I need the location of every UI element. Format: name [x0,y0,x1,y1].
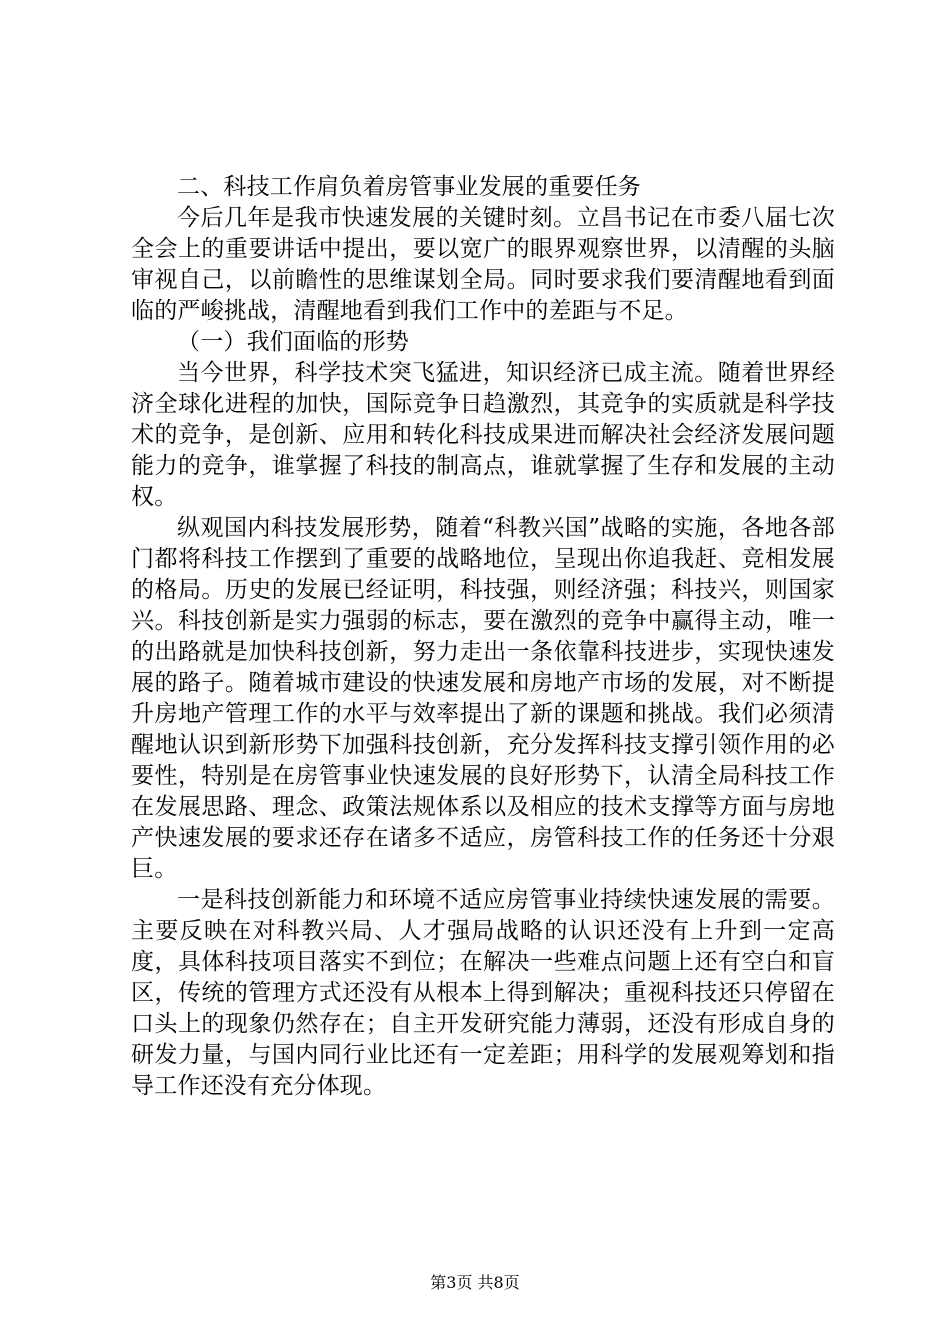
subsection-heading: （一）我们面临的形势 [177,329,409,355]
page-total: 共8页 [477,1273,520,1292]
paragraph-world-situation: 当今世界，科学技术突飞猛进，知识经济已成主流。随着世界经济全球化进程的加快，国际竞争日趋激烈，其竞争的实质就是科学技术的竞争，是创新、应用和转化科技成果进而解决社会经济发展问题能力的竞争，谁掌握了科技的制高点，谁就掌握了生存和发展的主动权。 [131,360,835,510]
paragraph-domestic-situation: 纵观国内科技发展形势，随着“科教兴国”战略的实施，各地各部门都将科技工作摆到了重要的战略地位，呈现出你追我赶、竞相发展的格局。历史的发展已经证明，科技强，则经济强；科技兴，则国家兴。科技创新是实力强弱的标志，要在激烈的竞争中赢得主动，唯一的出路就是加快科技创新，努力走出一条依靠科技进步，实现快速发展的路子。随着城市建设的快速发展和房地产市场的发展，对不断提升房地产管理工作的水平与效率提出了新的课题和挑战。我们必须清醒地认识到新形势下加强科技创新，充分发挥科技支撑引领作用的必要性，特别是在房管事业快速发展的良好形势下，认清全局科技工作在发展思路、理念、政策法规体系以及相应的技术支撑等方面与房地产快速发展的要求还存在诸多不适应，房管科技工作的任务还十分艰巨。 [131,515,835,882]
paragraph-intro: 今后几年是我市快速发展的关键时刻。立昌书记在市委八届七次全会上的重要讲话中提出，要以宽广的眼界观察世界，以清醒的头脑审视自己，以前瞻性的思维谋划全局。同时要求我们要清醒地看到面临的严峻挑战，清醒地看到我们工作中的差距与不足。 [131,205,835,324]
page-number: 第3页 [430,1273,473,1292]
section-heading: 二、科技工作肩负着房管事业发展的重要任务 [177,174,641,200]
page-footer [0,1270,950,1293]
document-body [131,172,835,1102]
paragraph-point-one: 一是科技创新能力和环境不适应房管事业持续快速发展的需要。主要反映在对科教兴局、人才强局战略的认识还没有上升到一定高度，具体科技项目落实不到位；在解决一些难点问题上还有空白和盲区，传统的管理方式还没有从根本上得到解决；重视科技还只停留在口头上的现象仍然存在；自主开发研究能力薄弱，还没有形成自身的研发力量，与国内同行业比还有一定差距；用科学的发展观筹划和指导工作还没有充分体现。 [131,887,835,1099]
